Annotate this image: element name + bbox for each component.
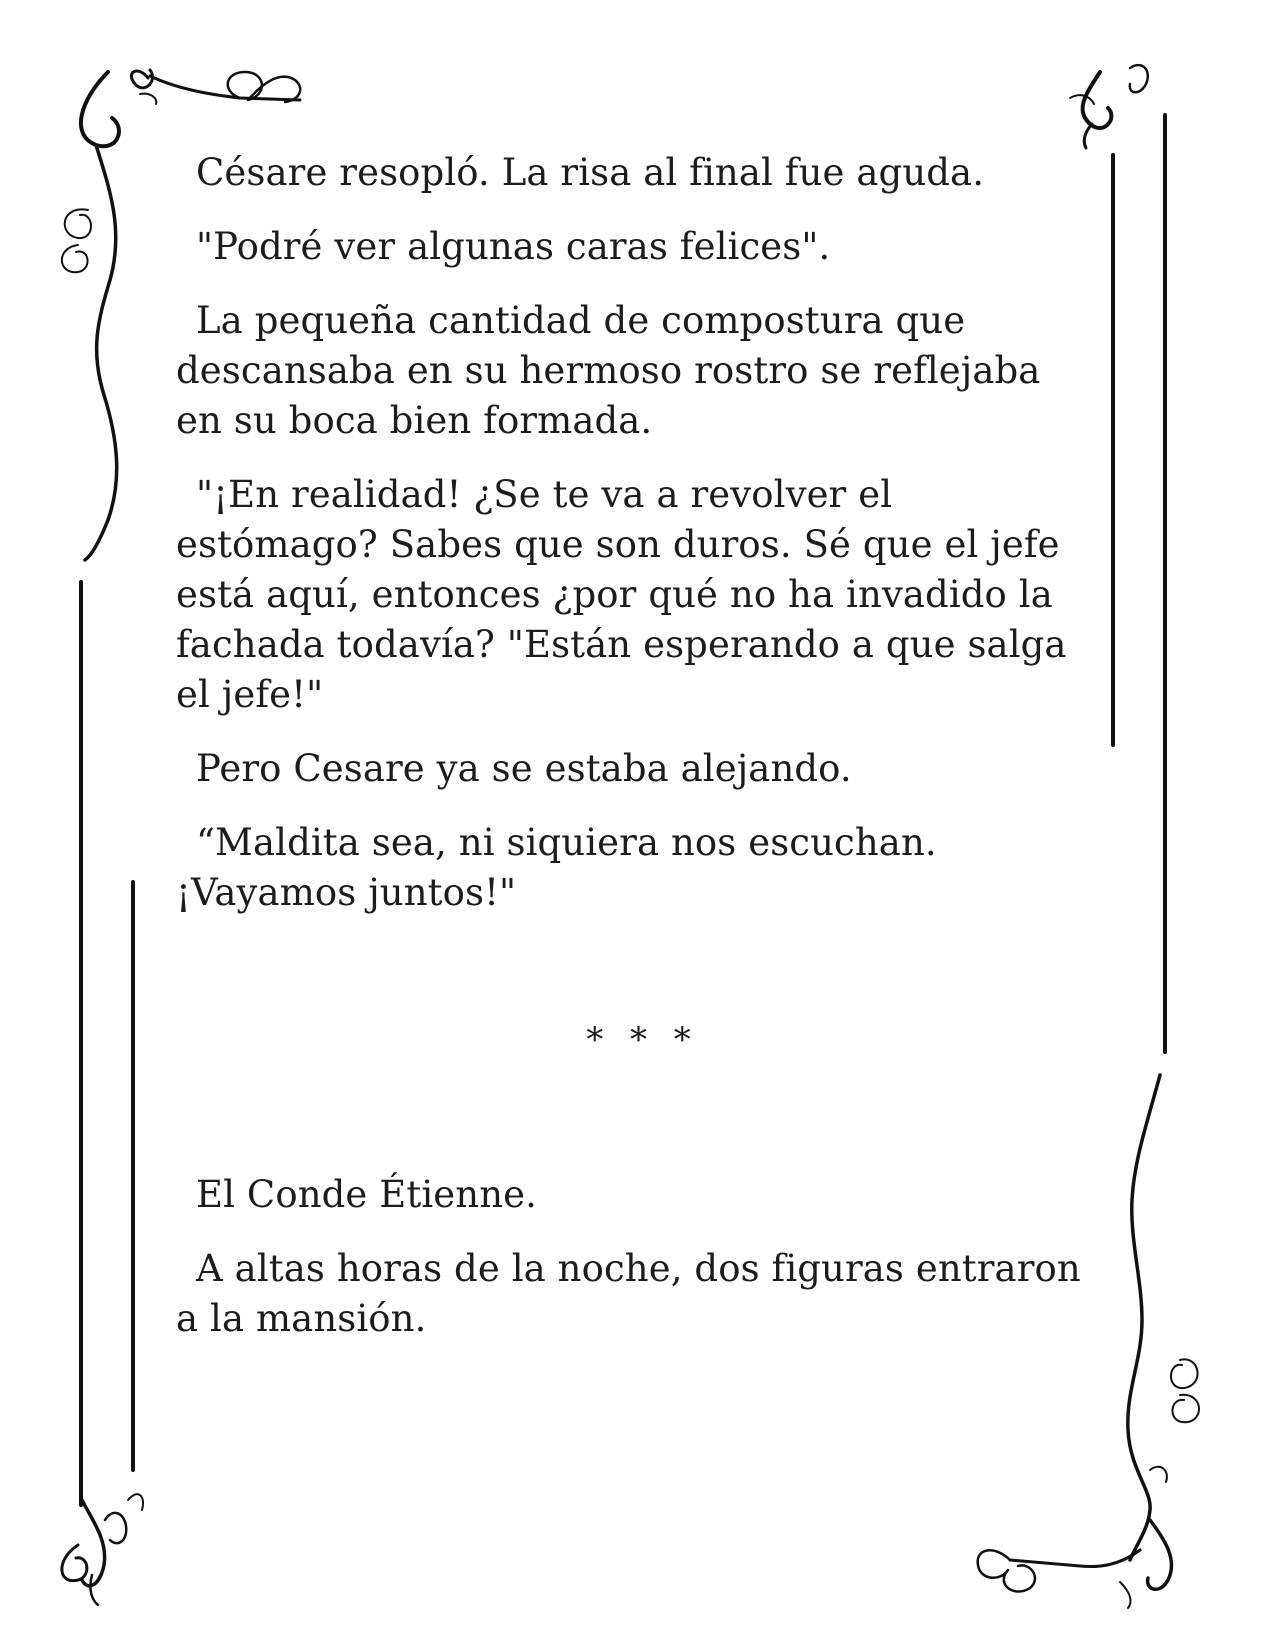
paragraph: A altas horas de la noche, dos figuras entraron a la mansión.	[176, 1247, 1081, 1340]
text-section-bottom	[176, 1170, 1106, 1368]
bottom-left-flourish	[62, 1494, 143, 1605]
paragraph: "¡En realidad! ¿Se te va a revolver el estómago? Sabes que son duros. Sé que el jefe está aquí, entonces ¿por qué no ha invadido la fachada todavía? "Están esperando a que salga el jefe!"	[176, 473, 1067, 716]
text-section-top	[176, 148, 1096, 942]
paragraph: “Maldita sea, ni siquiera nos escuchan. ¡Vayamos juntos!"	[176, 821, 937, 914]
scene-separator: * * *	[586, 1020, 699, 1060]
paragraph: El Conde Étienne.	[196, 1173, 537, 1216]
paragraph: La pequeña cantidad de compostura que descansaba en su hermoso rostro se reflejaba en su boca bien formada.	[176, 299, 1041, 442]
paragraph: Pero Cesare ya se estaba alejando.	[196, 747, 852, 790]
paragraph: Césare resopló. La risa al final fue aguda.	[196, 151, 985, 194]
paragraph: "Podré ver algunas caras felices".	[196, 225, 831, 268]
top-right-flourish	[1070, 65, 1148, 148]
